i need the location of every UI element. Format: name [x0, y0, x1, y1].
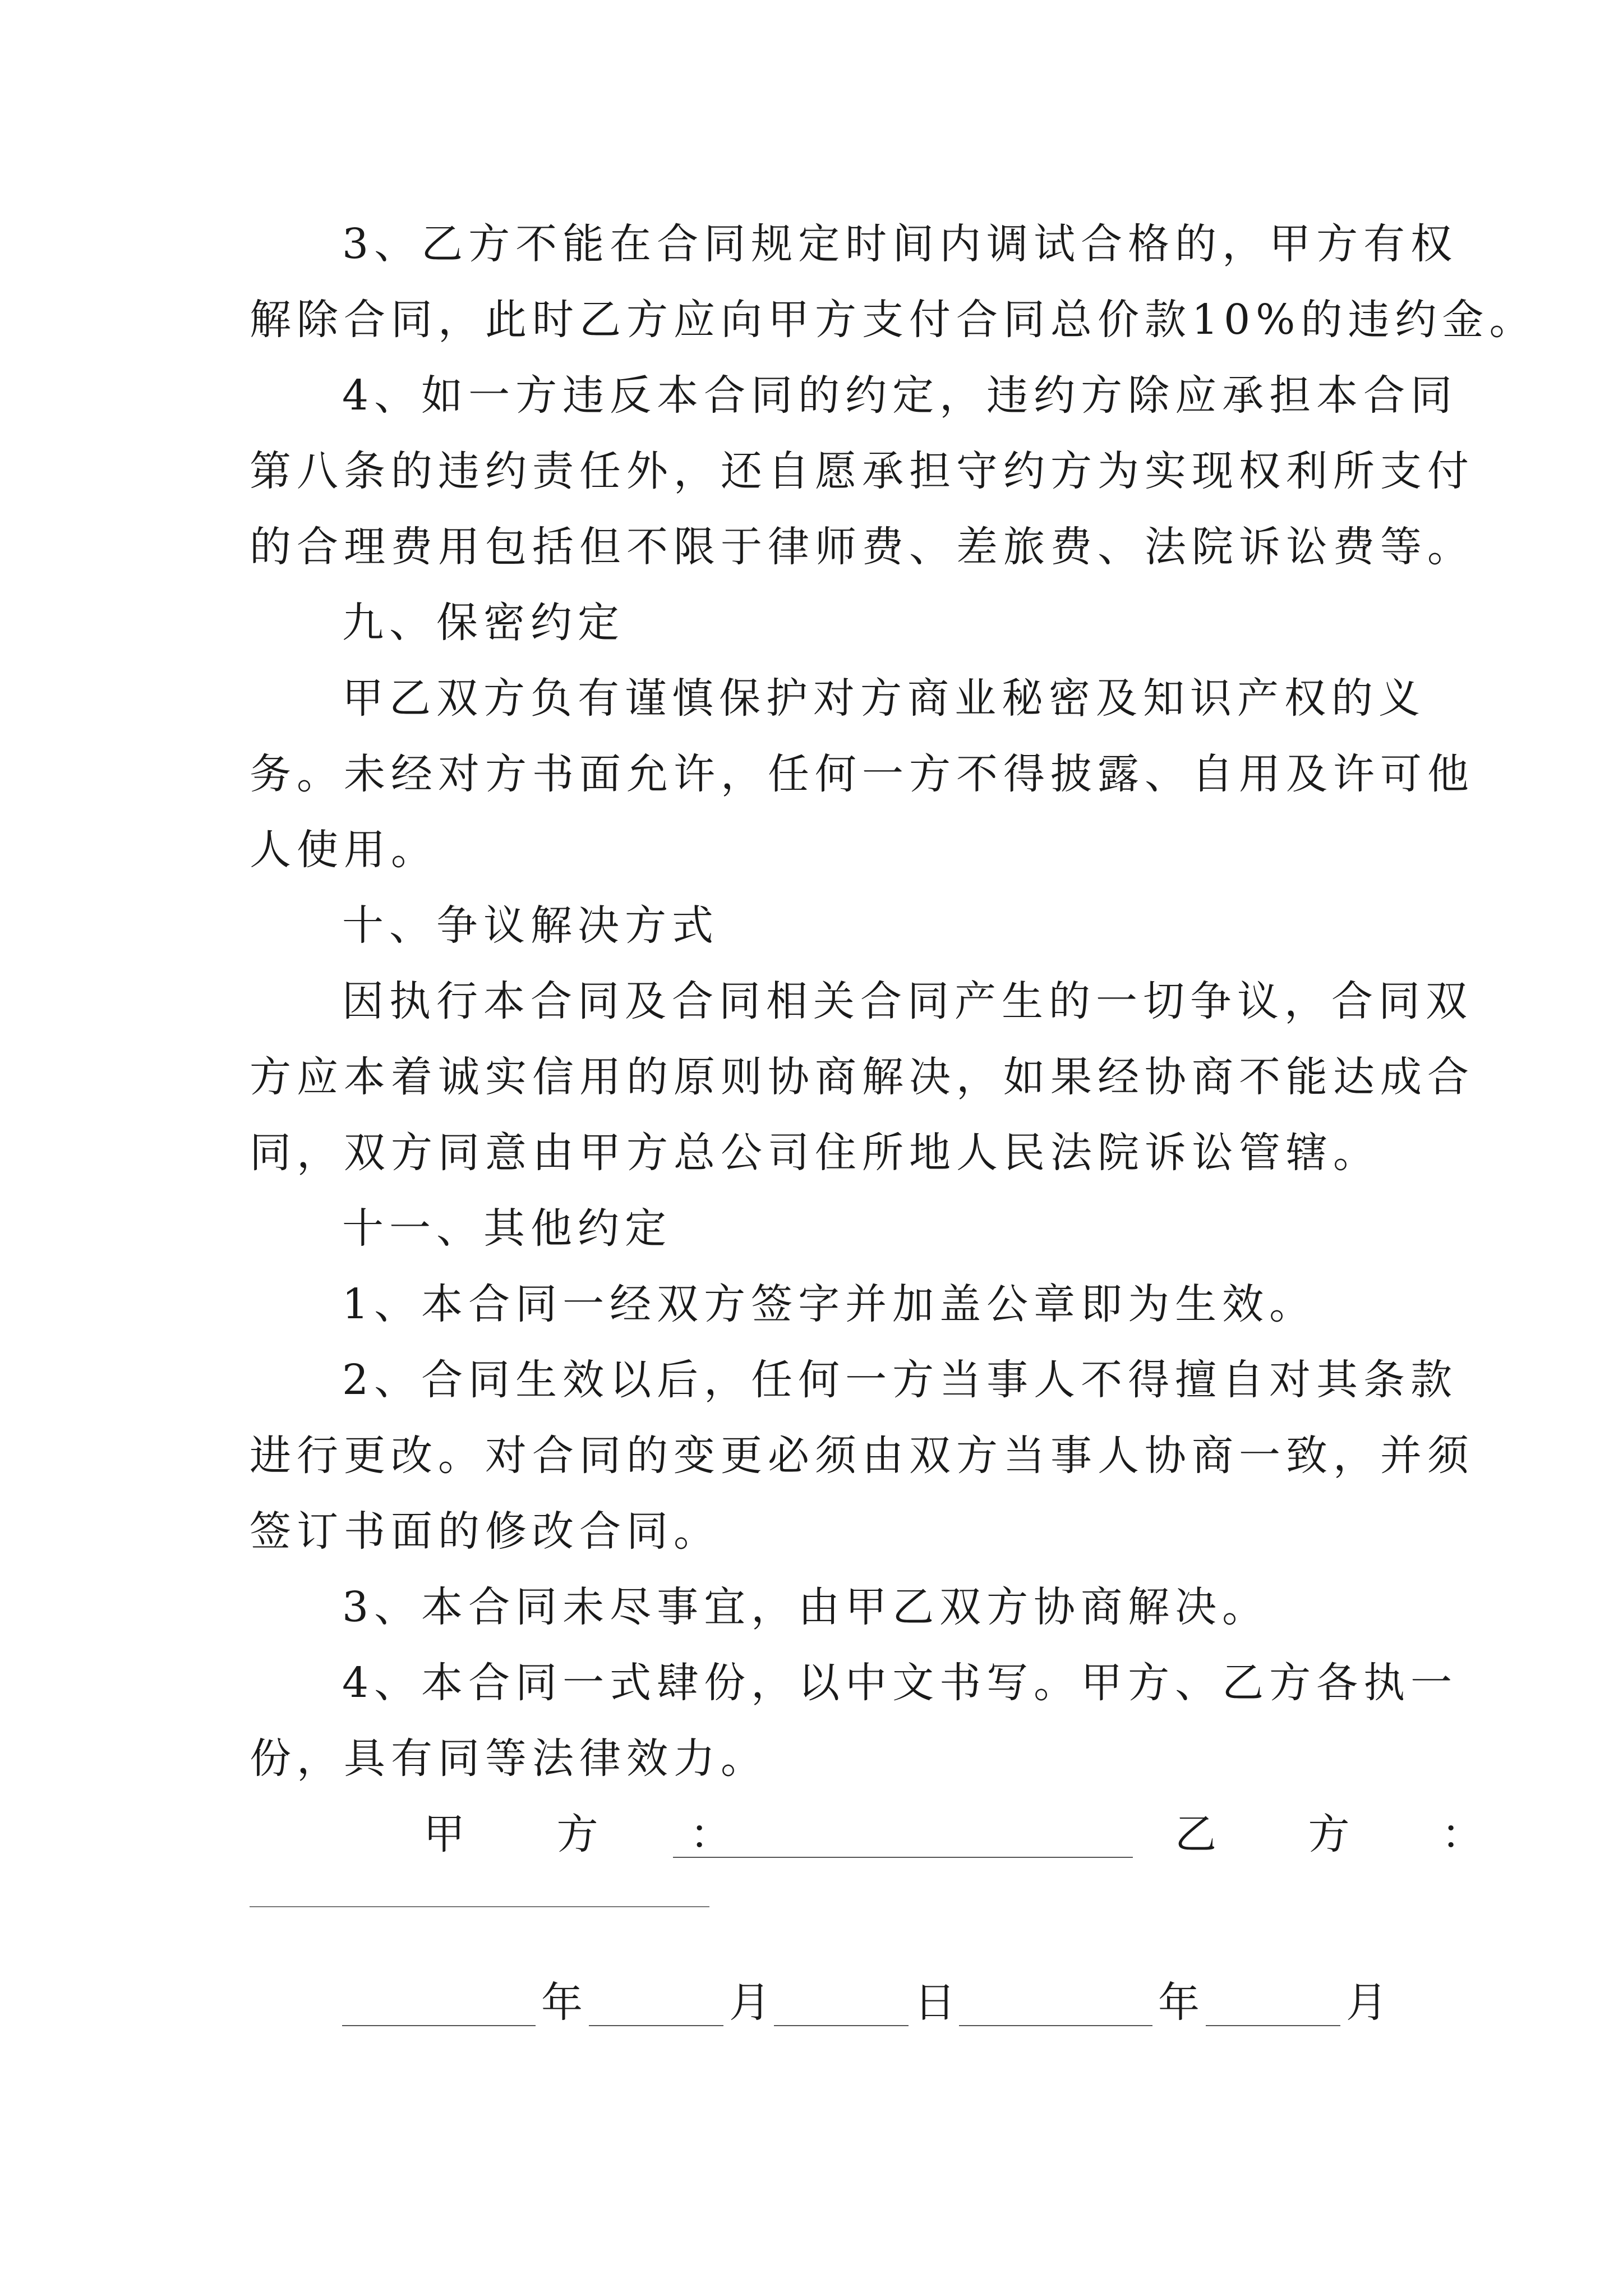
paragraph-line: 务。未经对方书面允许，任何一方不得披露、自用及许可他 [250, 750, 1474, 798]
month-label: 月 [1346, 1978, 1387, 2027]
party-b-signature-line [250, 1906, 709, 1907]
paragraph-line: 人使用。 [250, 826, 438, 874]
paragraph-line: 签订书面的修改合同。 [250, 1507, 721, 1556]
year-blank [959, 1986, 1152, 2026]
section-heading: 十、争议解决方式 [342, 901, 719, 950]
month-blank [1206, 1986, 1340, 2026]
year-label: 年 [1158, 1978, 1200, 2027]
paragraph-line: 方应本着诚实信用的原则协商解决，如果经协商不能达成合 [250, 1053, 1474, 1101]
month-blank [589, 1986, 723, 2026]
day-label: 日 [914, 1978, 956, 2027]
paragraph-line: 2、合同生效以后，任何一方当事人不得擅自对其条款 [342, 1356, 1458, 1404]
paragraph-line: 份，具有同等法律效力。 [250, 1734, 768, 1783]
section-heading: 十一、其他约定 [342, 1204, 672, 1253]
paragraph-line: 3、本合同未尽事宜，由甲乙双方协商解决。 [342, 1583, 1270, 1631]
paragraph-line: 的合理费用包括但不限于律师费、差旅费、法院诉讼费等。 [250, 523, 1474, 571]
section-heading: 九、保密约定 [342, 599, 625, 647]
paragraph-line: 第八条的违约责任外，还自愿承担守约方为实现权利所支付 [250, 447, 1474, 495]
party-b-label: 乙 方 ： [1175, 1810, 1523, 1858]
year-blank [342, 1986, 536, 2026]
paragraph-line: 同，双方同意由甲方总公司住所地人民法院诉讼管辖。 [250, 1129, 1380, 1177]
paragraph-line: 4、如一方违反本合同的约定，违约方除应承担本合同 [342, 371, 1458, 420]
paragraph-line: 3、乙方不能在合同规定时间内调试合格的，甲方有权 [342, 220, 1458, 268]
paragraph-line: 解除合同，此时乙方应向甲方支付合同总价款10%的违约金。 [250, 296, 1537, 344]
paragraph-line: 4、本合同一式肆份，以中文书写。甲方、乙方各执一 [342, 1659, 1458, 1707]
day-blank [774, 1986, 909, 2026]
month-label: 月 [729, 1978, 771, 2027]
paragraph-line: 因执行本合同及合同相关合同产生的一切争议，合同双 [342, 977, 1473, 1025]
party-a-signature-line [673, 1818, 1133, 1858]
paragraph-line: 1、本合同一经双方签字并加盖公章即为生效。 [342, 1280, 1317, 1328]
year-label: 年 [541, 1978, 583, 2027]
party-a-label: 甲 方 ： [423, 1810, 771, 1858]
paragraph-line: 进行更改。对合同的变更必须由双方当事人协商一致，并须 [250, 1432, 1474, 1480]
paragraph-line: 甲乙双方负有谨慎保护对方商业秘密及知识产权的义 [342, 674, 1426, 723]
